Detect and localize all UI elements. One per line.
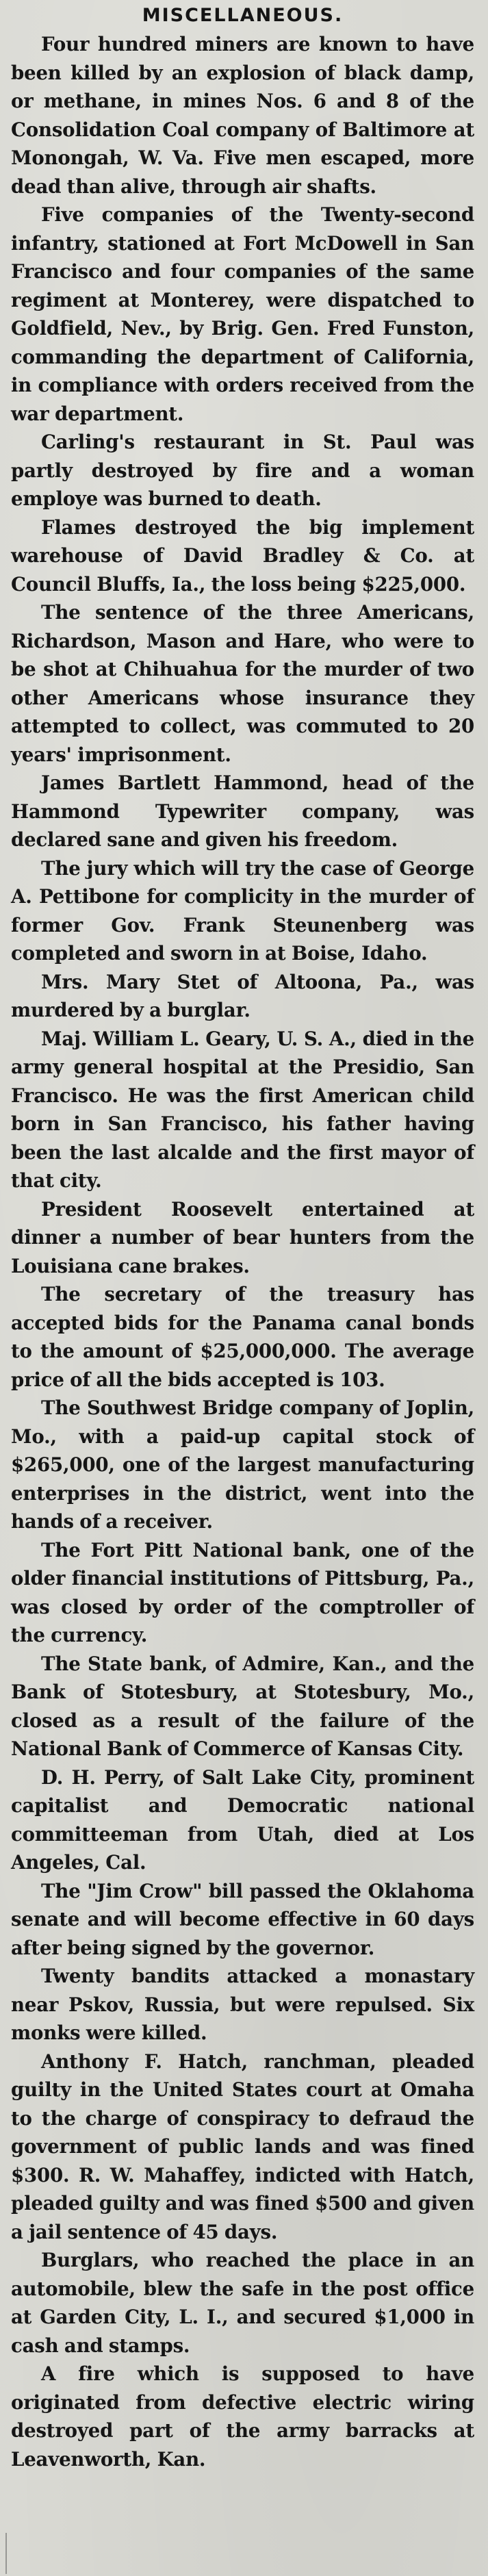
news-item-18: Anthony F. Hatch, ranchman, pleaded guilty in the United States court at Omaha to the charge of conspiracy to defraud the government of public lands and was fined $300. R. W. Mahaffey, indicted with Hatch, pleaded guilty and was fined $500 and given a jail sentence of 45 days. — [11, 2050, 474, 2243]
news-item-3: Carling's restaurant in St. Paul was partly destroyed by fire and a woman employe was burned to death. — [11, 431, 474, 510]
news-item-16: The "Jim Crow" bill passed the Oklahoma senate and will become effective in 60 days after being signed by the governor. — [11, 1879, 474, 1959]
news-item-7: The jury which will try the case of George A. Pettibone for complicity in the murder of former Gov. Frank Steunenberg was completed and sworn in at Boise, Idaho. — [11, 856, 474, 965]
news-item-10: President Roosevelt entertained at dinner a number of bear hunters from the Louisiana cane brakes. — [11, 1197, 474, 1277]
news-item-12: The Southwest Bridge company of Joplin, Mo., with a paid-up capital stock of $265,000, one of the largest manufacturing enterprises in the district, went into the hands of a receiver. — [11, 1397, 474, 1533]
margin-rule — [5, 2533, 7, 2574]
news-item-9: Maj. William L. Geary, U. S. A., died in the army general hospital at the Presidio, San Francisco. He was the first American child born in San Francisco, his father having been the last alcalde and the first mayor of that city. — [11, 1027, 474, 1192]
news-item-17: Twenty bandits attacked a monastary near Pskov, Russia, but were repulsed. Six monks were killed. — [11, 1965, 474, 2044]
section-heading: MISCELLANEOUS. — [142, 5, 344, 26]
news-item-14: The State bank, of Admire, Kan., and the Bank of Stotesbury, at Stotesbury, Mo., closed as a result of the failure of the National Bank of Commerce of Kansas City. — [11, 1652, 474, 1760]
news-item-4: Flames destroyed the big implement warehouse of David Bradley & Co. at Council Bluffs, Ia., the loss being $225,000. — [11, 515, 474, 596]
news-item-6: James Bartlett Hammond, head of the Hammond Typewriter company, was declared sane and given his freedom. — [11, 771, 474, 851]
news-item-11: The secretary of the treasury has accepted bids for the Panama canal bonds to the amount of $25,000,000. The average price of all the bids accepted is 103. — [11, 1283, 474, 1391]
news-item-15: D. H. Perry, of Salt Lake City, prominent capitalist and Democratic national committeeman from Utah, died at Los Angeles, Cal. — [11, 1765, 474, 1874]
news-item-13: The Fort Pitt National bank, one of the older financial institutions of Pittsburg, Pa., was closed by order of the comptroller of the currency. — [11, 1538, 474, 1646]
news-item-20: A fire which is supposed to have originated from defective electric wiring destroyed part of the army barracks at Leavenworth, Kan. — [11, 2362, 474, 2471]
news-item-5: The sentence of the three Americans, Richardson, Mason and Hare, who were to be shot at Chihuahua for the murder of two other Americans whose insurance they attempted to collect, was commuted to 20 years' imprisonment. — [11, 601, 474, 766]
news-item-2: Five companies of the Twenty-second infantry, stationed at Fort McDowell in San Francisco and four companies of the same regiment at Monterey, were dispatched to Goldfield, Nev., by Brig. Gen. Fred Funston, commanding the department of California, in compliance with orders received from the war department. — [11, 203, 474, 425]
news-column — [11, 30, 474, 2473]
news-item-1: Four hundred miners are known to have been killed by an explosion of black damp, or methane, in mines Nos. 6 and 8 of the Consolidation Coal company of Baltimore at Monongah, W. Va. Five men escaped, more dead than alive, through air shafts. — [11, 33, 474, 198]
news-item-19: Burglars, who reached the place in an automobile, blew the safe in the post office at Garden City, L. I., and secured $1,000 in cash and stamps. — [11, 2249, 474, 2357]
news-item-8: Mrs. Mary Stet of Altoona, Pa., was murdered by a burglar. — [11, 970, 474, 1021]
